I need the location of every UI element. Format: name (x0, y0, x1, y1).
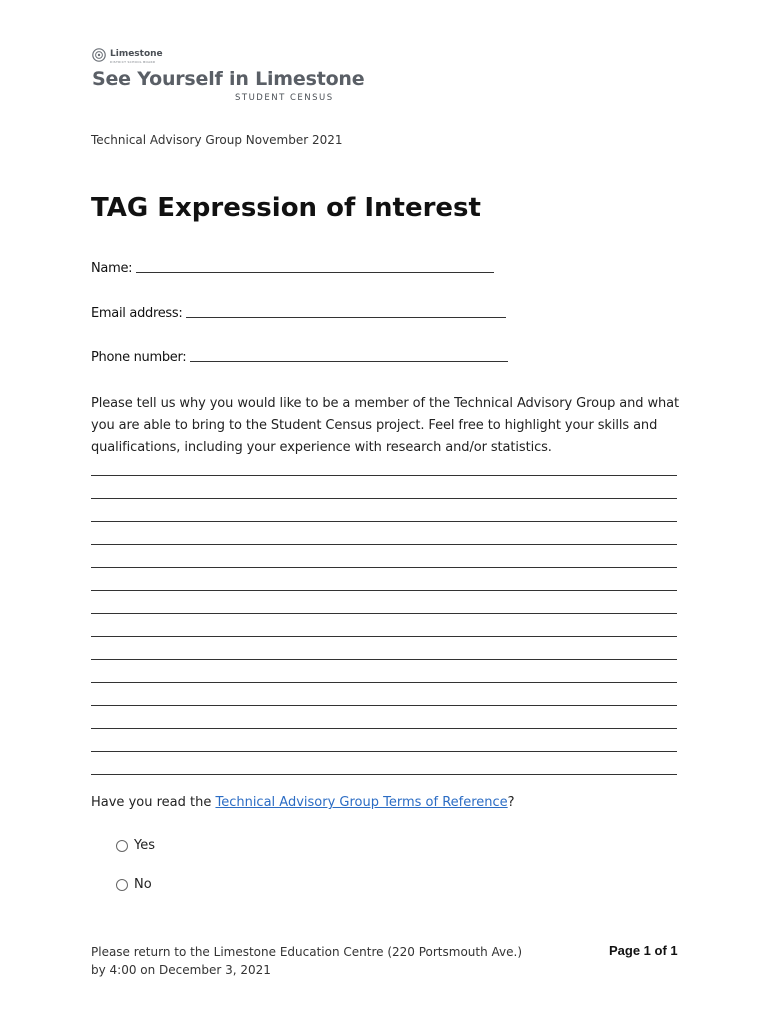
motivation-prompt: Please tell us why you would like to be a member of the Technical Advisory Group and what you are able to bring to the Student Census project. Feel free to highlight your skills and qualifications, including your experience with research and/or statistics. (91, 396, 679, 455)
logo-subtitle: STUDENT CENSUS (235, 93, 334, 103)
email-field (91, 306, 506, 321)
answer-line (91, 499, 677, 522)
answer-line (91, 683, 677, 706)
logo (92, 48, 365, 108)
return-instructions-line2: by 4:00 on December 3, 2021 (91, 963, 271, 977)
answer-line (91, 591, 677, 614)
document-meta: Technical Advisory Group November 2021 (91, 133, 343, 147)
answer-area[interactable] (91, 475, 677, 775)
name-label: Name: (91, 261, 133, 276)
email-input-line[interactable] (186, 316, 506, 318)
answer-line (91, 706, 677, 729)
answer-line (91, 752, 677, 775)
limestone-logo-icon (92, 48, 106, 62)
logo-title: See Yourself in Limestone (92, 68, 365, 90)
answer-line (91, 660, 677, 683)
answer-line (91, 729, 677, 752)
answer-line (91, 476, 677, 499)
answer-line (91, 522, 677, 545)
page-title: TAG Expression of Interest (91, 193, 481, 223)
yes-radio-button[interactable] (116, 840, 128, 852)
answer-line (91, 545, 677, 568)
return-instructions (91, 943, 522, 979)
terms-of-reference-link[interactable]: Technical Advisory Group Terms of Reference (215, 795, 508, 810)
answer-line (91, 568, 677, 591)
return-instructions-line1: Please return to the Limestone Education Centre (220 Portsmouth Ave.) (91, 945, 523, 959)
terms-question (91, 795, 515, 810)
question-prefix: Have you read the (91, 795, 216, 810)
no-radio-option[interactable] (116, 877, 152, 892)
name-field (91, 261, 494, 276)
answer-line (91, 637, 677, 660)
phone-label: Phone number: (91, 350, 187, 365)
yes-label: Yes (134, 838, 155, 853)
phone-field (91, 350, 508, 365)
name-input-line[interactable] (136, 271, 494, 273)
logo-brand-small: Limestone (110, 49, 163, 59)
no-radio-button[interactable] (116, 879, 128, 891)
email-label: Email address: (91, 306, 183, 321)
no-label: No (134, 877, 152, 892)
yes-radio-option[interactable] (116, 838, 155, 853)
logo-tagline: DISTRICT SCHOOL BOARD (110, 60, 156, 64)
page-number: Page 1 of 1 (609, 943, 678, 958)
question-suffix: ? (507, 795, 515, 810)
phone-input-line[interactable] (190, 360, 508, 362)
answer-line (91, 614, 677, 637)
